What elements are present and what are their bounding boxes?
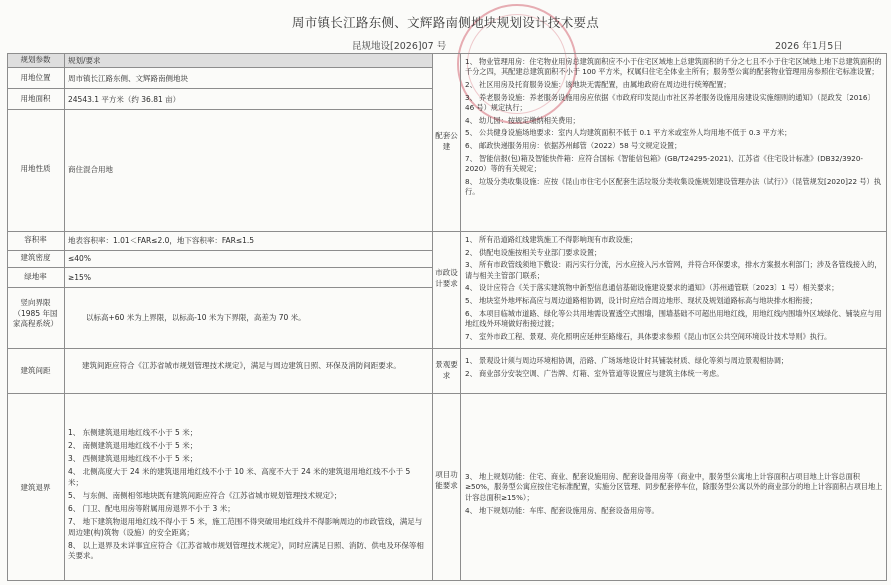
area-value: 24543.1 平方米（约 36.81 亩） <box>68 95 181 104</box>
function-label: 项目功能要求 <box>435 470 458 490</box>
list-item: 6、 本项目临城市道路、绿化等公共用地需设置透空式围墙，围墙基础不可超出用地红线，用地红线内围墙外区域绿化、铺装应与用地红线外环境做好衔接过渡； <box>465 308 882 328</box>
list-item: 1、 东侧建筑退用地红线不小于 5 米； <box>68 428 198 437</box>
list-item: 6、 门卫、配电用房等附属用房退界不小于 3 米； <box>68 504 235 514</box>
list-item: 4、 北侧高度大于 24 米的建筑退用地红线不小于 10 米、高度不大于 24 米的建筑退用地红线不小于 5 米； <box>68 467 411 487</box>
area-label: 用地面积 <box>20 94 51 103</box>
nature-label: 用地性质 <box>20 164 51 173</box>
municipal-label: 市政设计要求 <box>435 268 458 288</box>
setback-list <box>68 428 424 565</box>
list-item: 4、 设计应符合《关于落实建筑物中新型信息通信基础设施建设要求的通知》（苏州通管联〔2023〕1 号）相关要求； <box>465 283 839 293</box>
density-value: ≤40% <box>68 254 91 263</box>
document-title: 周市镇长江路东侧、文辉路南侧地块规划设计技术要点 <box>291 15 600 30</box>
vertical-label: 竖向界限（1985 年国家高程系统） <box>13 298 58 328</box>
document-number: 昆规地设[2026]07 号 <box>352 41 447 52</box>
list-item: 1、 景观设计须与周边环境相协调，沿路、广场场地设计时其铺装材质、绿化等须与周边景观相协调； <box>465 356 789 365</box>
function-list <box>465 472 883 519</box>
setback-label: 建筑退界 <box>20 483 51 492</box>
spacing-value: 建筑间距应符合《江苏省城市规划管理技术规定》，满足与周边建筑日照、环保及消防间距要求。 <box>82 361 401 370</box>
green-value: ≥15% <box>68 273 91 282</box>
list-item: 3、 所有市政管线须地下敷设：雨污实行分流，污水应接入污水管网，并符合环保要求，排水方案报水利部门；涉及各管线接入的，请与相关主管部门联系； <box>465 260 882 280</box>
nature-value: 商住混合用地 <box>68 165 113 174</box>
spacing-label: 建筑间距 <box>20 366 51 375</box>
location-label: 用地位置 <box>20 73 51 82</box>
far-label: 容积率 <box>24 235 47 244</box>
list-item: 5、 地块室外地坪标高应与周边道路相协调，设计时应结合周边地形、现状及规划道路标高与地块排水相衔接； <box>465 296 817 306</box>
list-item: 5、 公共健身设施场地要求：室内人均建筑面积不低于 0.1 平方米或室外人均用地不低于 0.3 平方米； <box>465 128 792 138</box>
list-item: 1、 物业管理用房：住宅物业用房总建筑面积应不小于住宅区域地上总建筑面积的千分之七且不小于住宅区域地上地下总建筑面积的千分之四，其配建总建筑面积不小于 100 平方米，权属归住宅全体业主所有；服务型公寓的配套物业管理用房参照住宅标准设置； <box>465 57 882 77</box>
list-item: 4、 幼儿园：按规定缴纳相关费用； <box>465 115 580 125</box>
list-item: 8、 垃圾分类收集设施：应按《昆山市住宅小区配套生活垃圾分类收集设施规划建设管理办法（试行）》（昆管规发[2020]22 号）执行。 <box>465 176 881 196</box>
far-value: 地表容积率：1.01＜FAR≤2.0，地下容积率：FAR≤1.5 <box>68 236 255 245</box>
header-parameter: 规划参数 <box>20 55 51 64</box>
list-item: 2、 社区用房及托育服务设施：该地块无需配置，由属地政府在周边进行统筹配置； <box>465 79 731 89</box>
vertical-value: 以标高+60 米为上界限，以标高-10 米为下界限，高差为 70 米。 <box>86 313 306 322</box>
list-item: 2、 供配电设施按相关专业部门要求设置； <box>465 247 602 257</box>
list-item: 3、 养老服务设施：养老服务设施用房应依据《市政府印发昆山市社区养老服务设施用房建设实施细则的通知》（昆政发〔2016〕46 号）规定执行； <box>465 92 875 112</box>
density-label: 建筑密度 <box>20 253 51 262</box>
landscape-list <box>465 356 883 381</box>
green-label: 绿地率 <box>24 272 47 281</box>
list-item: 6、 邮政快递服务用房：依据苏州邮管（2022）58 号文规定设置； <box>465 140 682 150</box>
list-item: 1、 所有沿道路红线建筑施工不得影响现有市政设施； <box>465 235 638 244</box>
document-date: 2026 年1月5日 <box>775 41 843 52</box>
list-item: 4、 地下规划功能：车库、配套设施用房、配套设备用房等。 <box>465 505 659 515</box>
header-requirement: 规划/要求 <box>68 56 101 65</box>
facilities-label: 配套公建 <box>435 131 458 151</box>
municipal-list <box>465 235 883 344</box>
table-top-border <box>7 53 886 54</box>
list-item: 2、 商业部分安装空调、广告牌、灯箱、室外管道等设置应与建筑主体统一考虑。 <box>465 368 724 378</box>
list-item: 3、 西侧建筑退用地红线不小于 5 米； <box>68 454 198 464</box>
landscape-label: 景观要求 <box>435 360 458 380</box>
list-item: 5、 与东侧、南侧相邻地块既有建筑间距应符合《江苏省城市规划管理技术规定》； <box>68 490 342 500</box>
list-item: 8、 以上退界及未详事宜应符合《江苏省城市规划管理技术规定》，同时应满足日照、消防、供电及环保等相关要求。 <box>68 540 424 561</box>
location-value: 周市镇长江路东侧、文辉路南侧地块 <box>68 74 188 83</box>
list-item: 7、 地下建筑物退用地红线不得小于 5 米，施工范围不得突破用地红线并不得影响周边的市政管线，满足与周边建(构)筑物（设施）的安全距离； <box>68 517 423 537</box>
facilities-list <box>465 57 883 199</box>
list-item: 7、 智能信报(包)箱及智能快件箱：应符合国标《智能信包箱》(GB/T24295-2021)、江苏省《住宅设计标准》(DB32/3920-2020）等的有关规定； <box>465 153 863 173</box>
list-item: 7、 室外市政工程、景观、亮化照明应延伸至路缘石，具体要求参照《昆山市区公共空间环境设计技术导则》执行。 <box>465 331 832 341</box>
list-item: 3、 地上规划功能：住宅、商业、配套设施用房、配套设备用房等（商业中，服务型公寓地上计容面积占项目地上计容总面积≥50%，服务型公寓应按住宅标准配置，实施分区管理、同步配套停车位，除服务型公寓以外的商业部分的地上计容面积占项目地上计容总面积≥15%）； <box>465 472 883 502</box>
list-item: 2、 南侧建筑退用地红线不小于 5 米； <box>68 441 198 451</box>
